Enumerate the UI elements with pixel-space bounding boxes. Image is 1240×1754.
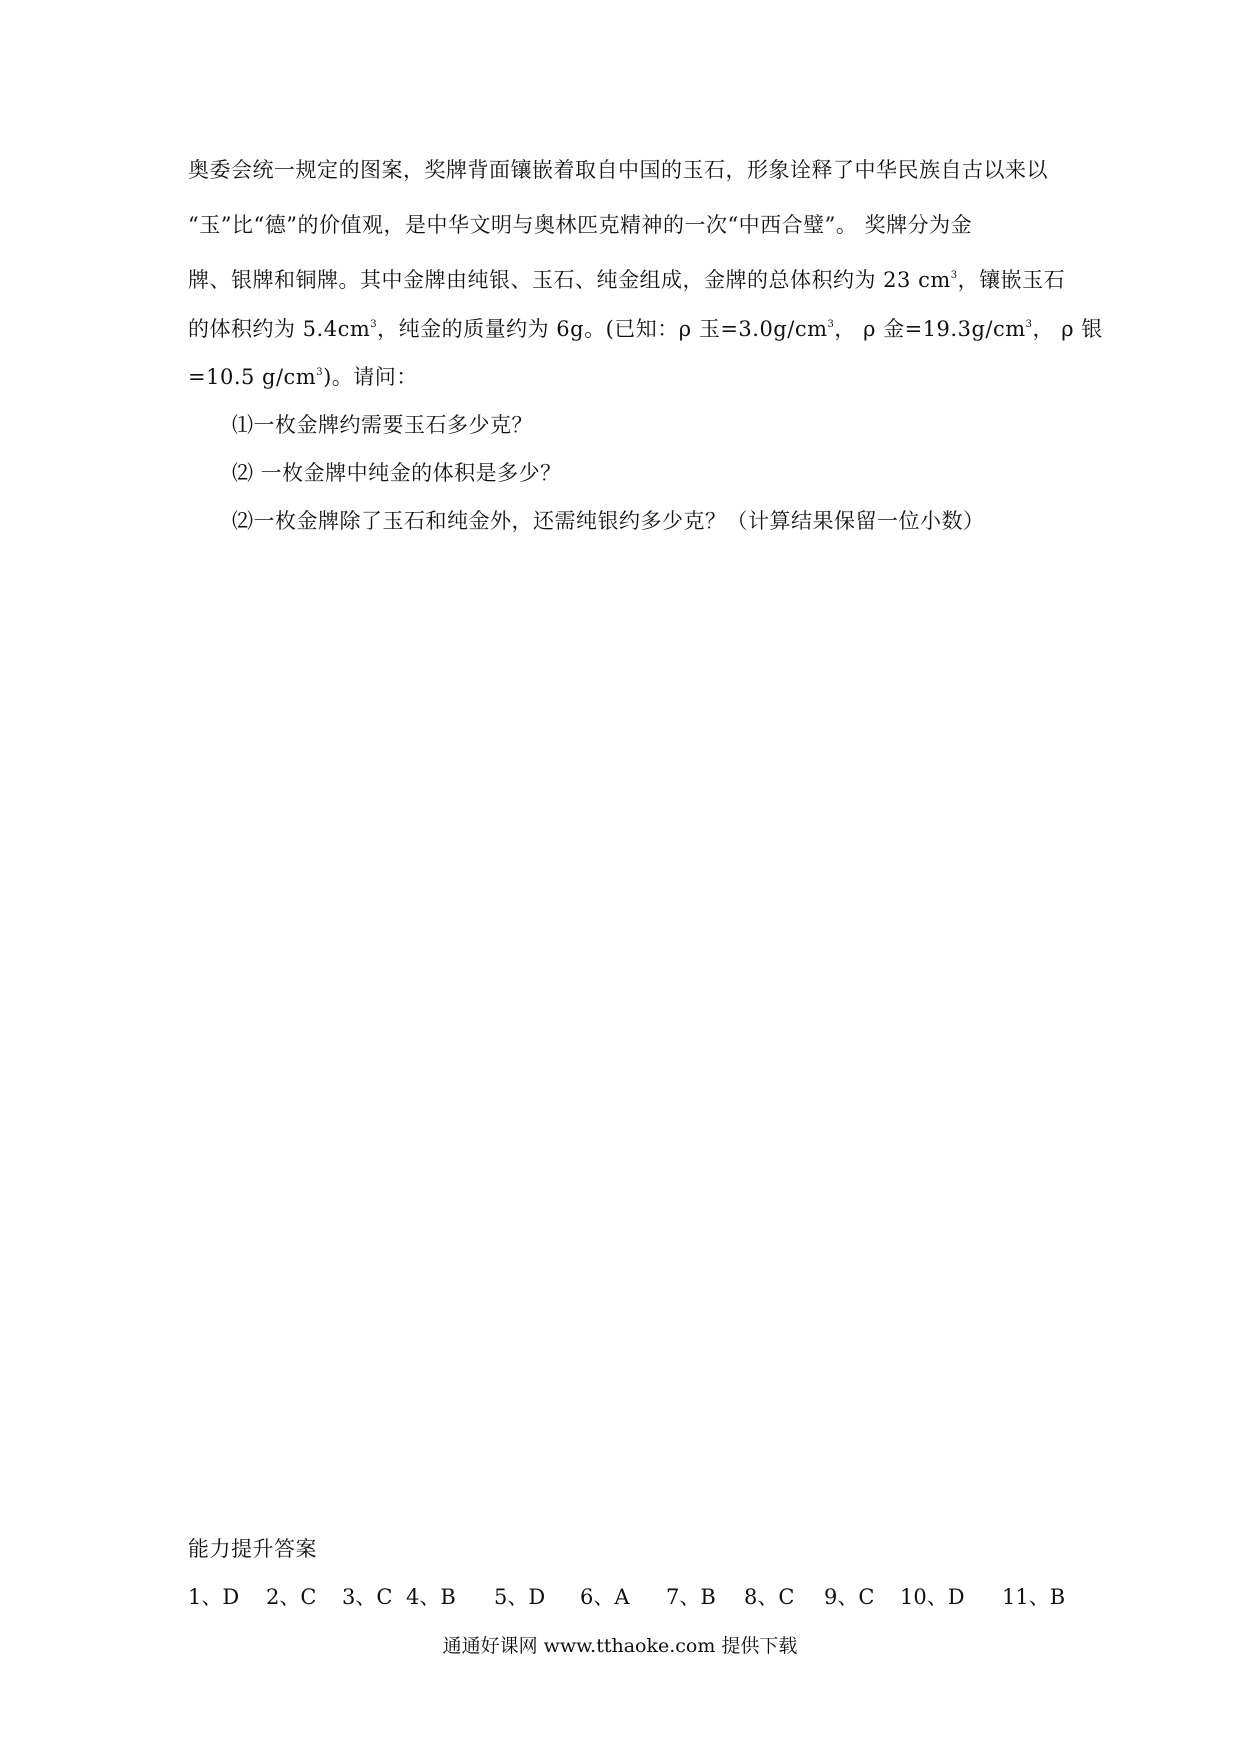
answers-list <box>188 1582 1068 1612</box>
paragraph-line-4 <box>188 314 1103 344</box>
answer-item: 8、C <box>744 1585 795 1609</box>
heading-text: 能力提升答案 <box>188 1537 317 1561</box>
paragraph-line-3 <box>188 265 1066 295</box>
paragraph-text: ，镶嵌玉石 <box>957 268 1066 292</box>
answer-item: 5、D <box>494 1585 546 1609</box>
paragraph-text: =10.5 g/cm <box>188 365 317 389</box>
question-3 <box>232 506 1104 536</box>
paragraph-line-1 <box>188 155 1060 185</box>
footer-watermark <box>0 1632 1240 1660</box>
question-text: ⑵一枚金牌除了玉石和纯金外，还需纯银约多少克？（计算结果保留一位小数） <box>232 509 985 533</box>
paragraph-text: 的体积约为 5.4cm <box>188 317 371 341</box>
superscript-3: 3 <box>316 367 324 378</box>
paragraph-text: ， ρ 金=19.3g/cm <box>834 317 1026 341</box>
paragraph-text: 牌、银牌和铜牌。其中金牌由纯银、玉石、纯金组成，金牌的总体积约为 23 cm <box>188 268 951 292</box>
footer-text: 通通好课网 www.tthaoke.com 提供下载 <box>442 1635 798 1657</box>
question-text: ⑵ 一枚金牌中纯金的体积是多少？ <box>232 461 562 485</box>
answer-item: 11、B <box>1002 1585 1066 1609</box>
superscript-3: 3 <box>370 319 378 330</box>
question-2 <box>232 458 1104 488</box>
question-1 <box>232 410 1104 440</box>
superscript-3: 3 <box>950 270 958 281</box>
answer-item: 4、B <box>406 1585 456 1609</box>
paragraph-line-2 <box>188 210 1060 240</box>
answer-item: 1、D <box>188 1585 240 1609</box>
answer-item: 6、A <box>580 1585 630 1609</box>
paragraph-text: “玉”比“德”的价值观，是中华文明与奥林匹克精神的一次“中西合璧”。 奖牌分为金 <box>188 213 973 237</box>
superscript-3: 3 <box>827 319 835 330</box>
answer-item: 3、C <box>342 1585 393 1609</box>
paragraph-text: ，纯金的质量约为 6g。(已知：ρ 玉=3.0g/cm <box>377 317 828 341</box>
answer-item: 9、C <box>824 1585 875 1609</box>
superscript-3: 3 <box>1025 319 1033 330</box>
paragraph-text: ， ρ 银 <box>1032 317 1103 341</box>
paragraph-line-5 <box>188 362 1060 392</box>
answers-heading <box>188 1534 1060 1564</box>
paragraph-text: )。请问： <box>323 365 418 389</box>
paragraph-text: 奥委会统一规定的图案，奖牌背面镶嵌着取自中国的玉石，形象诠释了中华民族自古以来以 <box>188 158 1048 182</box>
answer-item: 2、C <box>266 1585 317 1609</box>
answer-item: 7、B <box>666 1585 716 1609</box>
answer-item: 10、D <box>900 1585 965 1609</box>
question-text: ⑴一枚金牌约需要玉石多少克？ <box>232 413 533 437</box>
